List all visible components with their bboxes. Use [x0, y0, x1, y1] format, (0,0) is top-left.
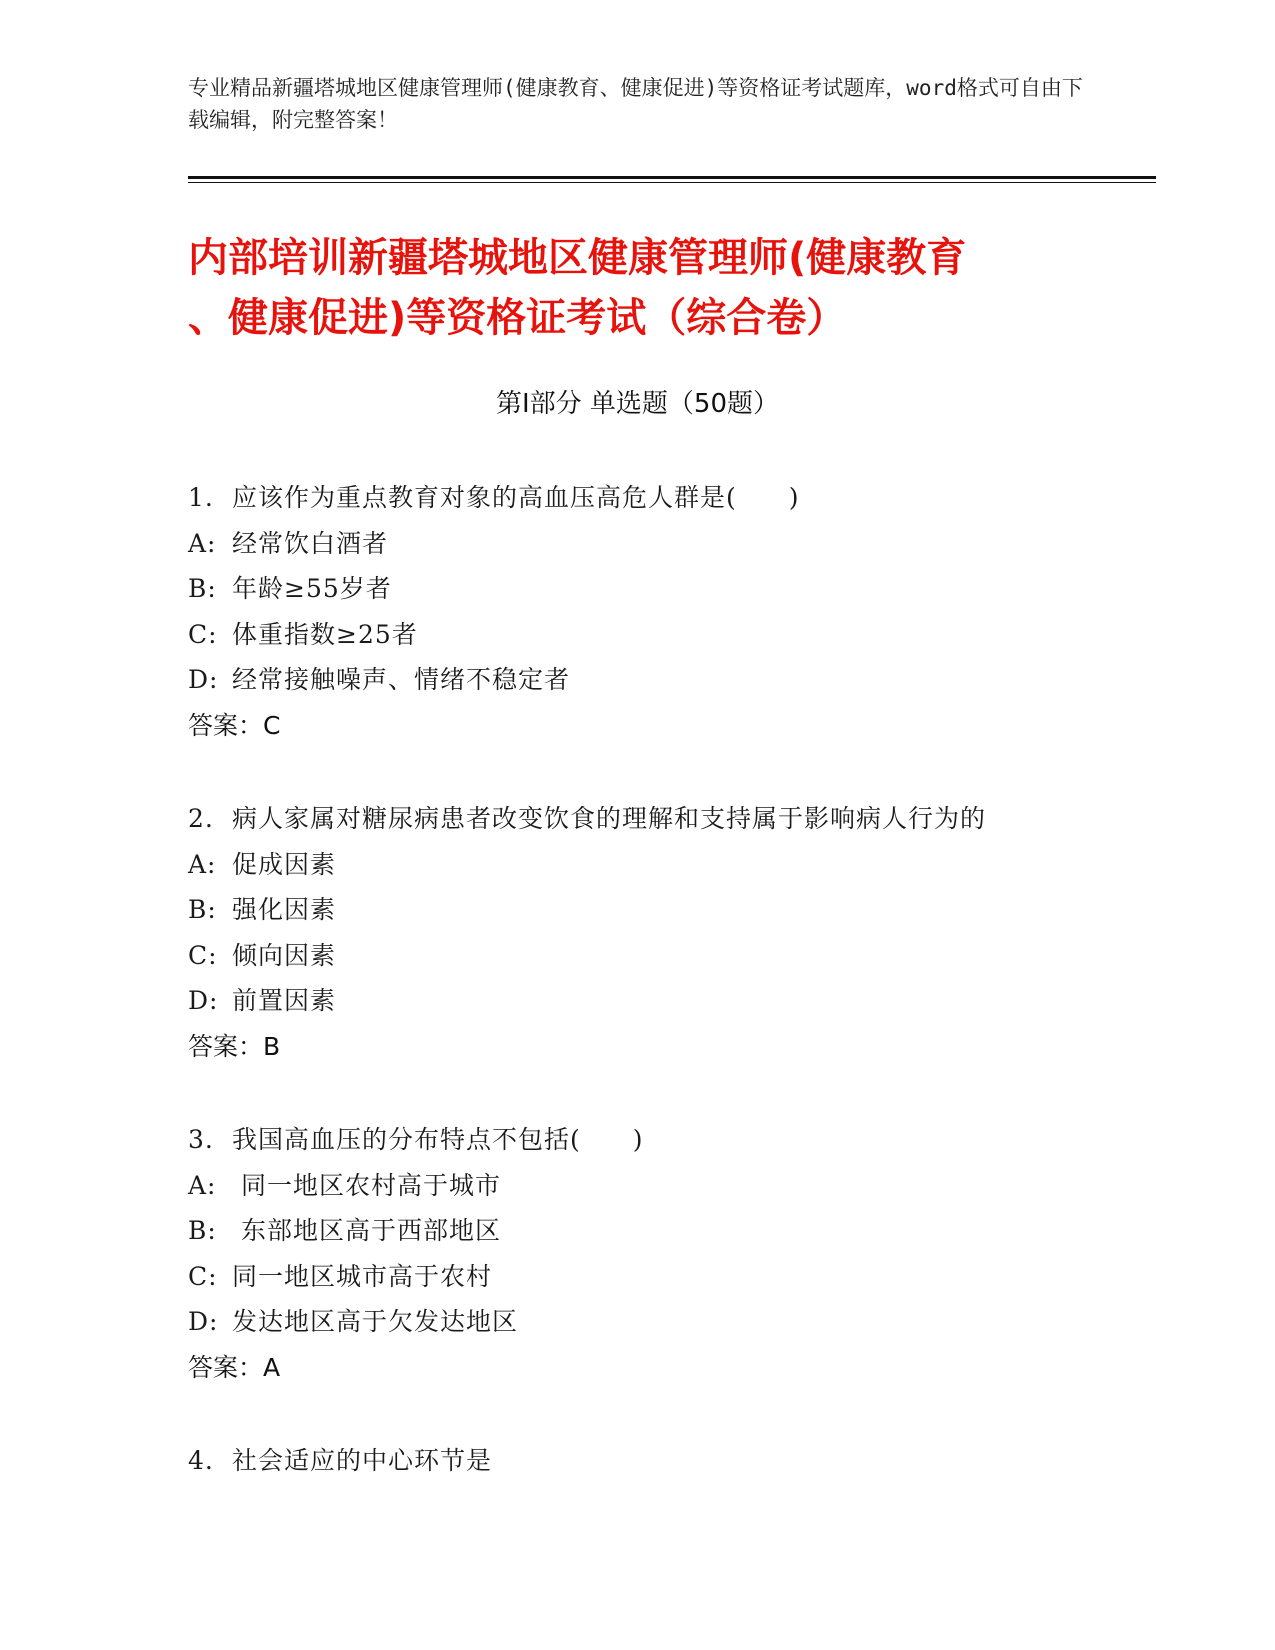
answer-value: C — [263, 710, 281, 740]
option-text: 强化因素 — [232, 895, 337, 924]
option-c — [188, 612, 1148, 658]
answer-line — [188, 1345, 1148, 1391]
header-rule-thin — [188, 182, 1156, 183]
header-rule-thick — [188, 176, 1156, 179]
question-1 — [188, 475, 1148, 748]
question-stem — [188, 1117, 1148, 1163]
option-key: C: — [188, 1261, 218, 1291]
option-d — [188, 978, 1148, 1024]
question-text: 应该作为重点教育对象的高血压高危人群是( ) — [232, 483, 800, 512]
question-2 — [188, 796, 1148, 1069]
question-stem — [188, 1438, 1148, 1484]
question-text: 病人家属对糖尿病患者改变饮食的理解和支持属于影响病人行为的 — [232, 804, 987, 833]
answer-value: A — [263, 1352, 281, 1382]
answer-prefix: 答案： — [188, 710, 264, 740]
option-text: 东部地区高于西部地区 — [232, 1216, 501, 1245]
question-text: 我国高血压的分布特点不包括( ) — [232, 1125, 644, 1154]
option-a — [188, 1163, 1148, 1209]
option-a — [188, 521, 1148, 567]
option-b — [188, 566, 1148, 612]
question-text: 社会适应的中心环节是 — [232, 1446, 493, 1475]
question-number: 4. — [188, 1446, 214, 1475]
option-key: A: — [188, 1170, 217, 1200]
document-title-line2: 、健康促进)等资格证考试（综合卷） — [188, 295, 847, 341]
option-text: 经常饮白酒者 — [232, 528, 389, 558]
option-key: B: — [188, 574, 217, 603]
option-key: A: — [188, 849, 217, 879]
question-number: 2. — [188, 804, 214, 833]
option-key: C: — [188, 619, 218, 649]
option-text: 经常接触噪声、情绪不稳定者 — [232, 665, 571, 694]
option-d — [188, 657, 1148, 703]
option-key: A: — [188, 528, 217, 558]
question-number: 1. — [188, 483, 214, 512]
question-stem — [188, 796, 1148, 842]
option-text: 体重指数≥25者 — [232, 619, 418, 649]
option-b — [188, 1208, 1148, 1254]
question-3 — [188, 1117, 1148, 1390]
document-title — [188, 228, 1088, 348]
question-number: 3. — [188, 1125, 214, 1154]
option-c — [188, 1254, 1148, 1300]
question-list — [188, 475, 1148, 1532]
answer-value: B — [263, 1031, 281, 1061]
option-text: 同一地区城市高于农村 — [232, 1261, 493, 1291]
option-text: 促成因素 — [232, 849, 337, 879]
question-4 — [188, 1438, 1148, 1484]
option-key: B: — [188, 1216, 217, 1245]
option-text: 同一地区农村高于城市 — [232, 1170, 501, 1200]
answer-prefix: 答案： — [188, 1031, 264, 1061]
option-key: D: — [188, 1307, 219, 1336]
option-text: 发达地区高于欠发达地区 — [232, 1307, 519, 1336]
option-c — [188, 933, 1148, 979]
option-text: 年龄≥55岁者 — [232, 574, 392, 603]
answer-prefix: 答案： — [188, 1352, 264, 1382]
question-stem — [188, 475, 1148, 521]
answer-line — [188, 703, 1148, 749]
section-title: 第Ⅰ部分 单选题（50题） — [495, 389, 780, 419]
option-key: D: — [188, 665, 219, 694]
header-note: 专业精品新疆塔城地区健康管理师(健康教育、健康促进)等资格证考试题库，word格式可自由下载编辑，附完整答案！ — [188, 76, 1083, 132]
option-a — [188, 842, 1148, 888]
document-title-line1: 内部培训新疆塔城地区健康管理师(健康教育 — [188, 235, 967, 281]
option-key: B: — [188, 895, 217, 924]
option-text: 前置因素 — [232, 986, 337, 1015]
option-key: C: — [188, 940, 218, 970]
option-text: 倾向因素 — [232, 940, 337, 970]
option-d — [188, 1299, 1148, 1345]
option-key: D: — [188, 986, 219, 1015]
option-b — [188, 887, 1148, 933]
answer-line — [188, 1024, 1148, 1070]
